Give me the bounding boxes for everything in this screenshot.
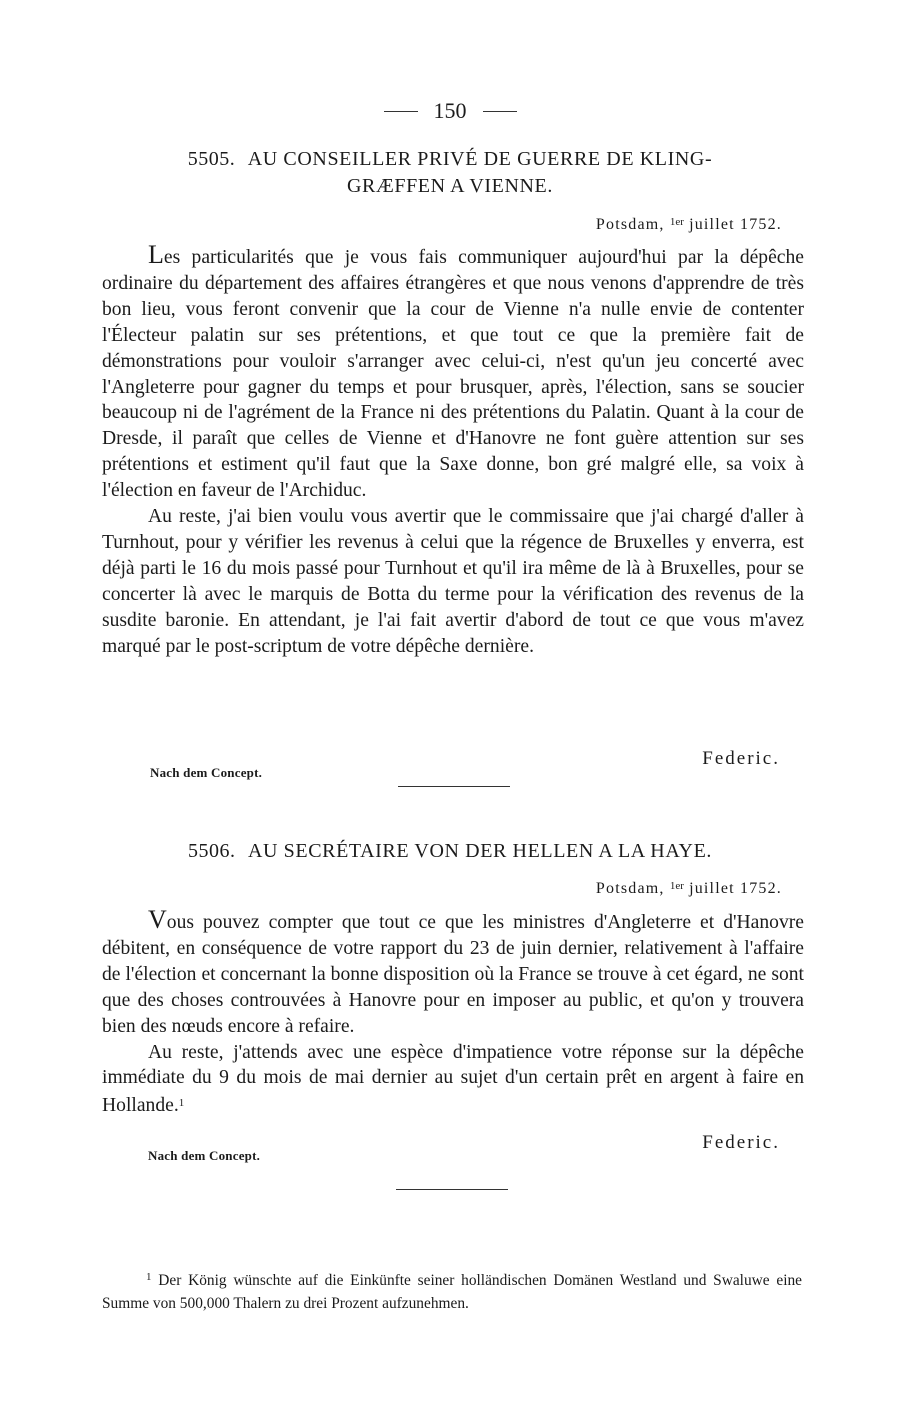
header-dash-right	[483, 111, 517, 112]
letter-5506-signature: Federic.	[702, 1132, 780, 1153]
letter-5506-paragraph-2	[102, 1040, 804, 1120]
letter-5505-body	[102, 242, 804, 660]
letter-5505-dateline	[596, 216, 782, 234]
dateline-day: 1er	[669, 880, 684, 892]
footnote-text: Der König wünschte auf die Einkünfte seiner holländischen Domänen Westland und Swaluwe eine Summe von 500,000 Thalern zu drei Prozent aufzunehmen.	[102, 1272, 802, 1312]
section-divider	[396, 1189, 508, 1190]
dateline-day: 1er	[669, 216, 684, 228]
dateline-place: Potsdam,	[595, 880, 665, 897]
letter-5505-source-note: Nach dem Concept.	[150, 765, 263, 780]
paragraph-text: es particularités que je vous fais communiquer aujourd'hui par la dépêche ordinaire du département des affaires étrangères et que nous venons d'apprendre de très bon lieu, vous feront convenir que la cour de Vienne n'a nulle envie de contenter l'Électeur palatin sur ses prétentions, et que tout ce que la première fait de démonstrations pour vouloir s'arranger avec celui-ci, n'est qu'un jeu concerté avec l'Angleterre pour gagner du temps et pour brusquer, après, l'élection, sans se soucier beaucoup ni de l'agrément de la France ni des prétentions du Palatin. Quant à la cour de Dresde, il paraît que celles de Vienne et d'Hanovre ne font guère attention sur ses prétentions et estiment qu'il faut que la Saxe donne, bon gré malgré elle, sa voix à l'élection en faveur de l'Archiduc.	[102, 247, 804, 502]
letter-5505-paragraph-1	[102, 242, 804, 504]
letter-5505-heading	[100, 146, 800, 200]
paragraph-text: Au reste, j'attends avec une espèce d'impatience votre réponse sur la dépêche immédiate du 9 du mois de mai dernier au sujet d'un certain prêt en argent à faire en Hollande.	[102, 1041, 804, 1117]
letter-5506-heading	[100, 838, 800, 865]
dateline-place: Potsdam,	[595, 216, 665, 233]
page-header	[0, 98, 900, 124]
section-divider	[398, 786, 510, 787]
header-dash-left	[384, 111, 418, 112]
footnote-mark: 1	[146, 1271, 152, 1283]
dateline-rest: juillet 1752.	[689, 216, 782, 233]
letter-5506-heading-text: AU SECRÉTAIRE VON DER HELLEN A LA HAYE.	[247, 840, 713, 862]
dateline-rest: juillet 1752.	[689, 880, 782, 897]
footnote	[102, 1266, 802, 1315]
letter-5506-paragraph-1	[102, 907, 804, 1040]
letter-5505-heading-line2: GRÆFFEN A VIENNE.	[347, 175, 553, 197]
letter-5505-number: 5505.	[187, 148, 236, 170]
letter-5506-number: 5506.	[187, 840, 236, 862]
letter-5505-paragraph-2: Au reste, j'ai bien voulu vous avertir que le commissaire que j'ai chargé d'aller à Turnhout, pour y vérifier les revenus à celui que la régence de Bruxelles y enverra, est déjà parti le 16 du mois passé pour Turnhout et qu'il ira même de là à Bruxelles, pour se concerter là avec le marquis de Botta du terme pour la vérification des revenus de la susdite baronie. En attendant, je l'ai fait avertir d'abord de tout ce que vous m'avez marqué par le post-scriptum de votre dépêche dernière.	[102, 506, 804, 657]
letter-5506-body	[102, 907, 804, 1119]
footnote-reference[interactable]: 1	[178, 1097, 185, 1110]
paragraph-text: ous pouvez compter que tout ce que les ministres d'Angleterre et d'Hanovre débitent, en conséquence de votre rapport du 23 de juin dernier, relativement à l'affaire de l'élection et concernant la bonne disposition où la France se trouve à cet égard, ne sont que des choses controuvées à Hanovre pour en imposer au public, et qu'on y trouvera bien des nœuds encore à refaire.	[102, 912, 804, 1037]
letter-5506-dateline	[596, 880, 782, 898]
dropcap: V	[148, 905, 167, 934]
page-number: 150	[433, 98, 467, 123]
letter-5505-heading-line1: AU CONSEILLER PRIVÉ DE GUERRE DE KLING-	[247, 148, 713, 170]
letter-5505-signature: Federic.	[702, 748, 780, 769]
dropcap: L	[148, 240, 164, 269]
letter-5506-source-note: Nach dem Concept.	[148, 1148, 261, 1163]
